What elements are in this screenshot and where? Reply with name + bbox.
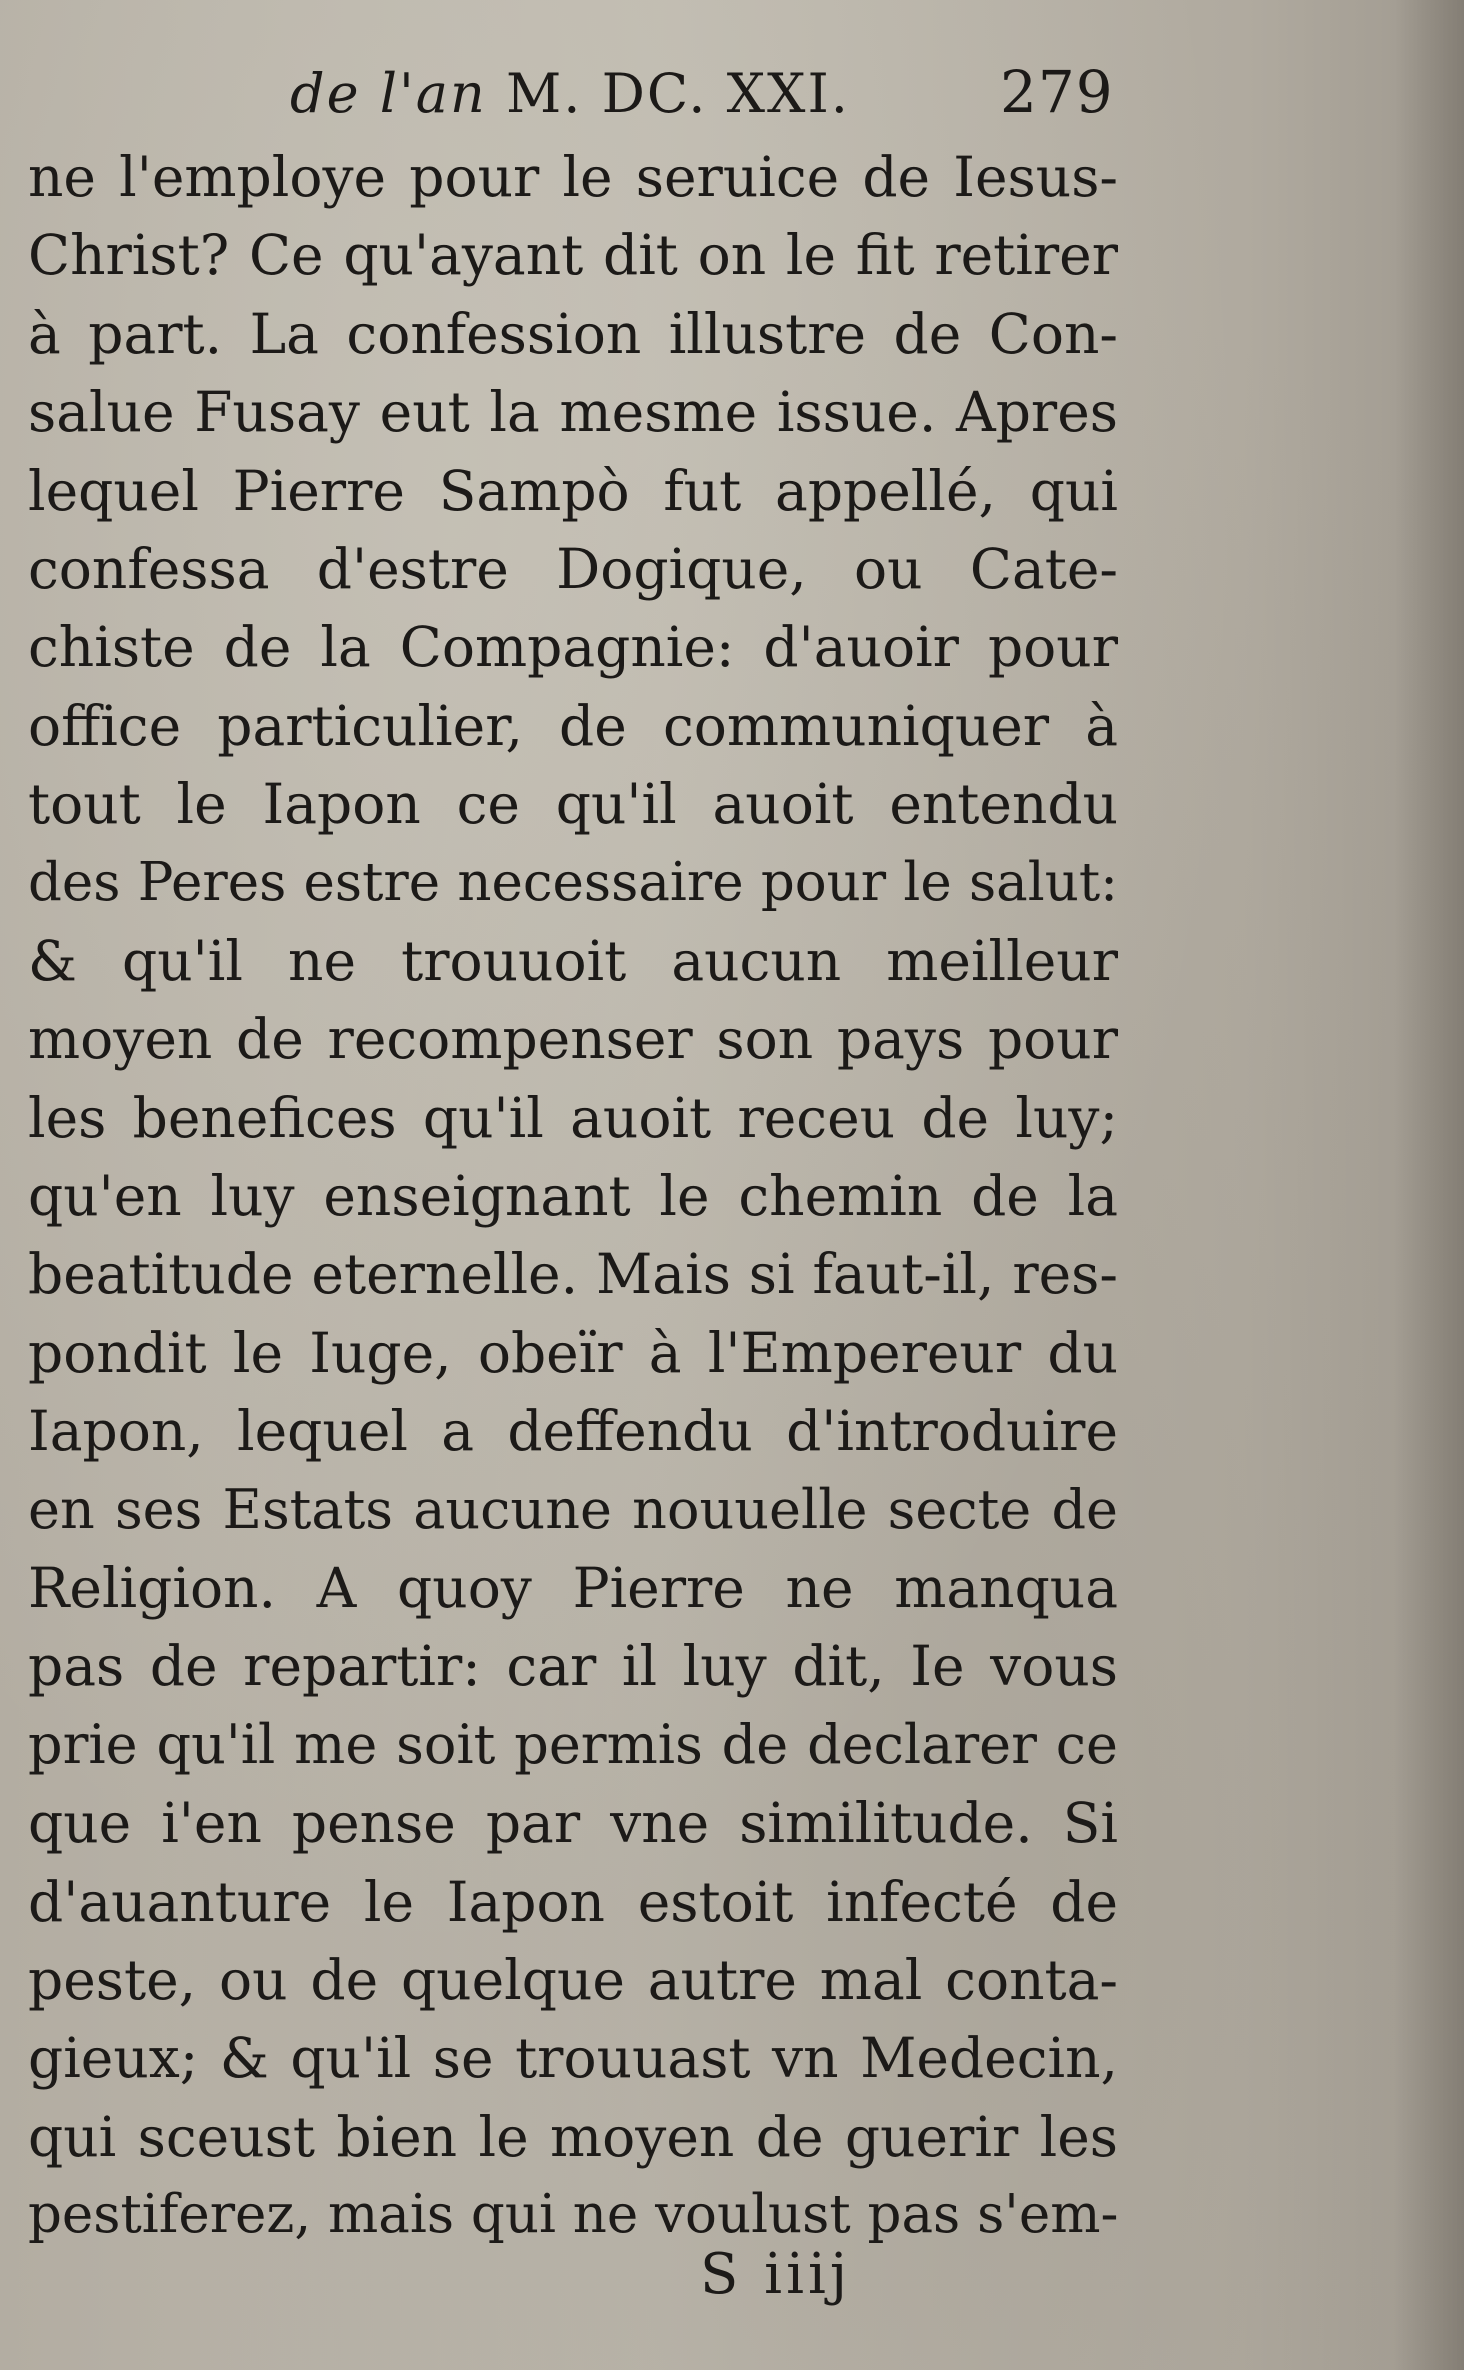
text-line: prie qu'il me soit permis de declarer ce <box>28 1712 1118 1776</box>
text-line: peste, ou de quelque autre mal conta- <box>28 1947 1118 2012</box>
text-line: tout le Iapon ce qu'il auoit entendu <box>28 772 1118 837</box>
text-line: des Peres estre necessaire pour le salut: <box>28 851 1118 913</box>
text-line: beatitude eternelle. Mais si faut-il, res- <box>28 1242 1118 1307</box>
text-line: office particulier, de communiquer à <box>28 693 1118 758</box>
text-line: pondit le Iuge, obeïr à l'Empereur du <box>28 1320 1118 1385</box>
running-title <box>290 62 850 125</box>
running-head <box>0 52 1464 142</box>
text-line: gieux; & qu'il se trouuast vn Medecin, <box>28 2026 1118 2091</box>
text-line: en ses Estats aucune nouuelle secte de <box>28 1477 1118 1541</box>
running-title-italic: de l'an <box>290 62 487 125</box>
running-title-year: M. DC. XXI. <box>505 62 850 125</box>
text-line: qu'en luy enseignant le chemin de la <box>28 1164 1118 1229</box>
text-line: Religion. A quoy Pierre ne manqua <box>28 1556 1118 1621</box>
text-line: d'auanture le Iapon estoit infecté de <box>28 1869 1118 1934</box>
page-number: 279 <box>1000 58 1114 126</box>
text-line: les benefices qu'il auoit receu de luy; <box>28 1085 1118 1150</box>
text-line: pestiferez, mais qui ne voulust pas s'em- <box>28 2184 1118 2246</box>
body-text <box>28 138 1118 2255</box>
text-line: à part. La confession illustre de Con- <box>28 301 1118 366</box>
text-line: que i'en pense par vne similitude. Si <box>28 1791 1118 1856</box>
text-line: lequel Pierre Sampò fut appellé, qui <box>28 458 1118 523</box>
text-line: moyen de recompenser son pays pour <box>28 1007 1118 1072</box>
text-line: & qu'il ne trouuoit aucun meilleur <box>28 928 1118 993</box>
text-line: pas de repartir: car il luy dit, Ie vous <box>28 1634 1118 1699</box>
text-line: Christ? Ce qu'ayant dit on le fit retirer <box>28 223 1118 288</box>
page-edge-shadow <box>1394 0 1464 2370</box>
text-line: salue Fusay eut la mesme issue. Apres <box>28 380 1118 445</box>
text-line: ne l'employe pour le seruice de Iesus- <box>28 145 1118 209</box>
text-line: chiste de la Compagnie: d'auoir pour <box>28 615 1118 680</box>
text-line: confessa d'estre Dogique, ou Cate- <box>28 536 1118 601</box>
text-line: Iapon, lequel a deffendu d'introduire <box>28 1399 1118 1464</box>
text-line: qui sceust bien le moyen de guerir les <box>28 2104 1118 2169</box>
signature-mark: S iiij <box>700 2242 852 2307</box>
